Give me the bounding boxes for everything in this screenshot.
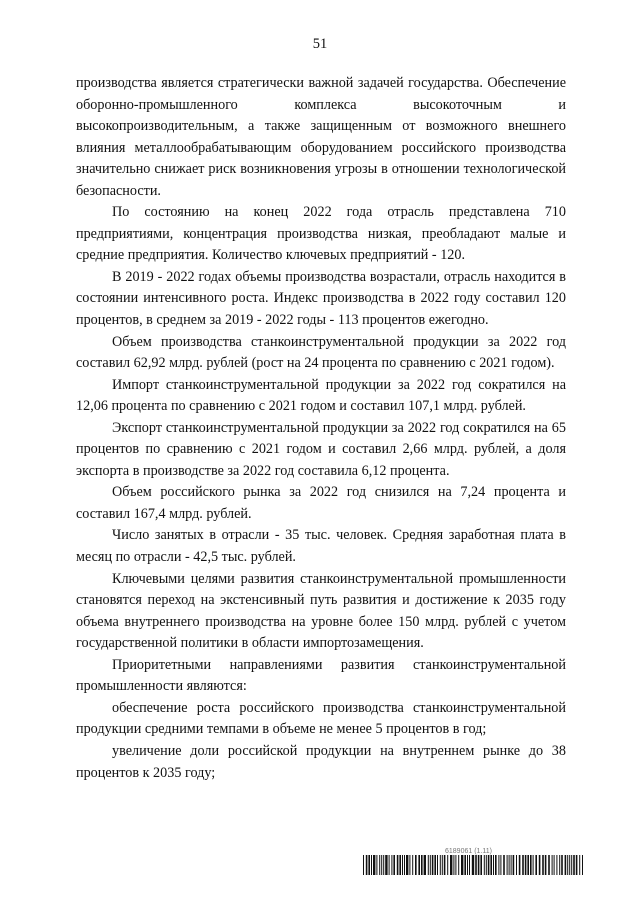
page-number: 51: [312, 36, 328, 52]
paragraph: Экспорт станкоинструментальной продукции за 2022 год сократился на 65 процентов по сравнению с 2021 годом и составил 2,66 млрд. рублей, а доля экспорта в производстве за 2022 год составила 6,12 процента.: [76, 419, 566, 479]
barcode-bar: [542, 855, 544, 875]
barcode-bar: [490, 855, 492, 875]
barcode-bar: [397, 855, 399, 875]
barcode-bar: [509, 855, 510, 875]
barcode-bar: [513, 855, 515, 875]
barcode-bar: [500, 855, 501, 875]
barcode-bar: [565, 855, 567, 875]
barcode-bar: [539, 855, 541, 875]
barcode-bar: [503, 855, 505, 875]
barcode-bar: [415, 855, 417, 875]
barcode-bar: [393, 855, 395, 875]
barcode-bar: [472, 855, 474, 875]
barcode-bar: [469, 855, 470, 875]
barcode-bar: [484, 855, 485, 875]
barcode-bar: [368, 855, 370, 875]
barcode-bar: [556, 855, 557, 875]
barcode-bar: [418, 855, 420, 875]
barcode-bar: [412, 855, 413, 875]
barcode-bar: [552, 855, 553, 875]
barcode-bar: [379, 855, 380, 875]
paragraph: Объем производства станкоинструментальной продукции за 2022 год составил 62,92 млрд. рублей (рост на 24 процента по сравнению с 2021 годом).: [76, 333, 566, 372]
barcode-bar: [516, 855, 517, 875]
paragraph: Объем российского рынка за 2022 год снизился на 7,24 процента и составил 167,4 млрд. рублей.: [76, 484, 566, 522]
barcode-bar: [582, 855, 583, 875]
paragraph: производства является стратегически важной задачей государства. Обеспечение оборонно-промышленного комплекса высокоточным и высокопроизводительным, а также защищенным от возможного внешнего влияния металлообрабатывающим оборудованием российского производства значительно снижает риск возникновения угрозы в отношении технологической безопасности.: [76, 75, 566, 199]
barcode-bar: [455, 855, 456, 875]
list-item: обеспечение роста российского производства станкоинструментальной продукции средними темпами в объеме не менее 5 процентов в год;: [76, 699, 566, 738]
barcode-bar: [363, 855, 364, 875]
barcode-bar: [511, 855, 512, 875]
barcode-bar: [391, 855, 392, 875]
barcode-bar: [475, 855, 477, 875]
barcode-bar: [525, 855, 527, 875]
barcode-bar: [493, 855, 494, 875]
barcode-bar: [548, 855, 550, 875]
barcode-bar: [569, 855, 570, 875]
paragraph: По состоянию на конец 2022 года отрасль представлена 710 предприятиями, концентрация производства низкая, преобладают малые и средние предприятия. Количество ключевых предприятий - 120.: [76, 204, 566, 264]
barcode-bar: [404, 855, 405, 875]
barcode-bar: [519, 855, 521, 875]
paragraph: Ключевыми целями развития станкоинструментальной промышленности становятся переход на экстенсивный путь развития и достижение к 2035 году объема внутреннего производства на уровне более 150 млрд. рублей с учетом государственной политики в области импортозамещения.: [76, 570, 566, 652]
barcode-bar: [399, 855, 401, 875]
barcode-bar: [576, 855, 578, 875]
barcode-bar: [495, 855, 497, 875]
paragraph: Импорт станкоинструментальной продукции за 2022 год сократился на 12,06 процента по сравнению с 2021 годом и составил 107,1 млрд. рублей.: [76, 376, 566, 415]
barcode-bar: [389, 855, 390, 875]
barcode-bar: [383, 855, 384, 875]
barcode-bar: [402, 855, 403, 875]
barcode-bar: [447, 855, 448, 875]
barcode-bar: [434, 855, 436, 875]
barcode-bar: [381, 855, 382, 875]
list-item: увеличение доли российской продукции на внутреннем рынке до 38 процентов к 2035 году;: [76, 742, 566, 781]
barcode-bar: [424, 855, 426, 875]
barcode-bar: [450, 855, 452, 875]
barcode-bar: [464, 855, 466, 875]
barcode-bar: [522, 855, 524, 875]
barcode-bar: [579, 855, 580, 875]
document-code: 6189061 (1.11): [445, 848, 492, 855]
barcode-bar: [442, 855, 443, 875]
barcode-bar: [488, 855, 490, 875]
barcode-bar: [461, 855, 463, 875]
barcode-bar: [444, 855, 446, 875]
barcode-bar: [498, 855, 499, 875]
barcode-bar: [430, 855, 431, 875]
barcode-bar: [467, 855, 468, 875]
barcode-bar: [406, 855, 408, 875]
barcode-bar: [458, 855, 459, 875]
barcode-bar: [385, 855, 387, 875]
barcode-image: [363, 855, 583, 875]
barcode-bar: [432, 855, 434, 875]
paragraph: Число занятых в отрасли - 35 тыс. человек. Средняя заработная плата в месяц по отрасли - 42,5 тыс. рублей.: [76, 527, 566, 566]
barcode-bar: [437, 855, 438, 875]
paragraph: Приоритетными направлениями развития станкоинструментальной промышленности являются:: [76, 656, 566, 695]
barcode-bar: [440, 855, 441, 875]
barcode-bar: [567, 855, 568, 875]
barcode-bar: [561, 855, 563, 875]
document-body: [76, 73, 566, 784]
barcode-bar: [371, 855, 372, 875]
barcode-bar: [571, 855, 572, 875]
barcode-bar: [530, 855, 532, 875]
barcode-bar: [533, 855, 534, 875]
barcode-bar: [373, 855, 375, 875]
barcode-bar: [480, 855, 482, 875]
barcode-bar: [573, 855, 575, 875]
barcode-bar: [421, 855, 423, 875]
barcode-bar: [486, 855, 487, 875]
barcode-bar: [535, 855, 537, 875]
paragraph: В 2019 - 2022 годах объемы производства возрастали, отрасль находится в состоянии интенсивного роста. Индекс производства в 2022 году составил 120 процентов, в среднем за 2019 - 2022 годы - 113 процентов ежегодно.: [76, 268, 566, 329]
barcode-bar: [559, 855, 560, 875]
barcode-bar: [545, 855, 547, 875]
barcode-bar: [554, 855, 555, 875]
barcode-bar: [527, 855, 529, 875]
barcode-bar: [478, 855, 480, 875]
barcode-bar: [366, 855, 368, 875]
barcode-bar: [376, 855, 377, 875]
barcode-bar: [409, 855, 410, 875]
barcode-bar: [507, 855, 508, 875]
barcode-bar: [428, 855, 429, 875]
barcode-bar: [453, 855, 454, 875]
